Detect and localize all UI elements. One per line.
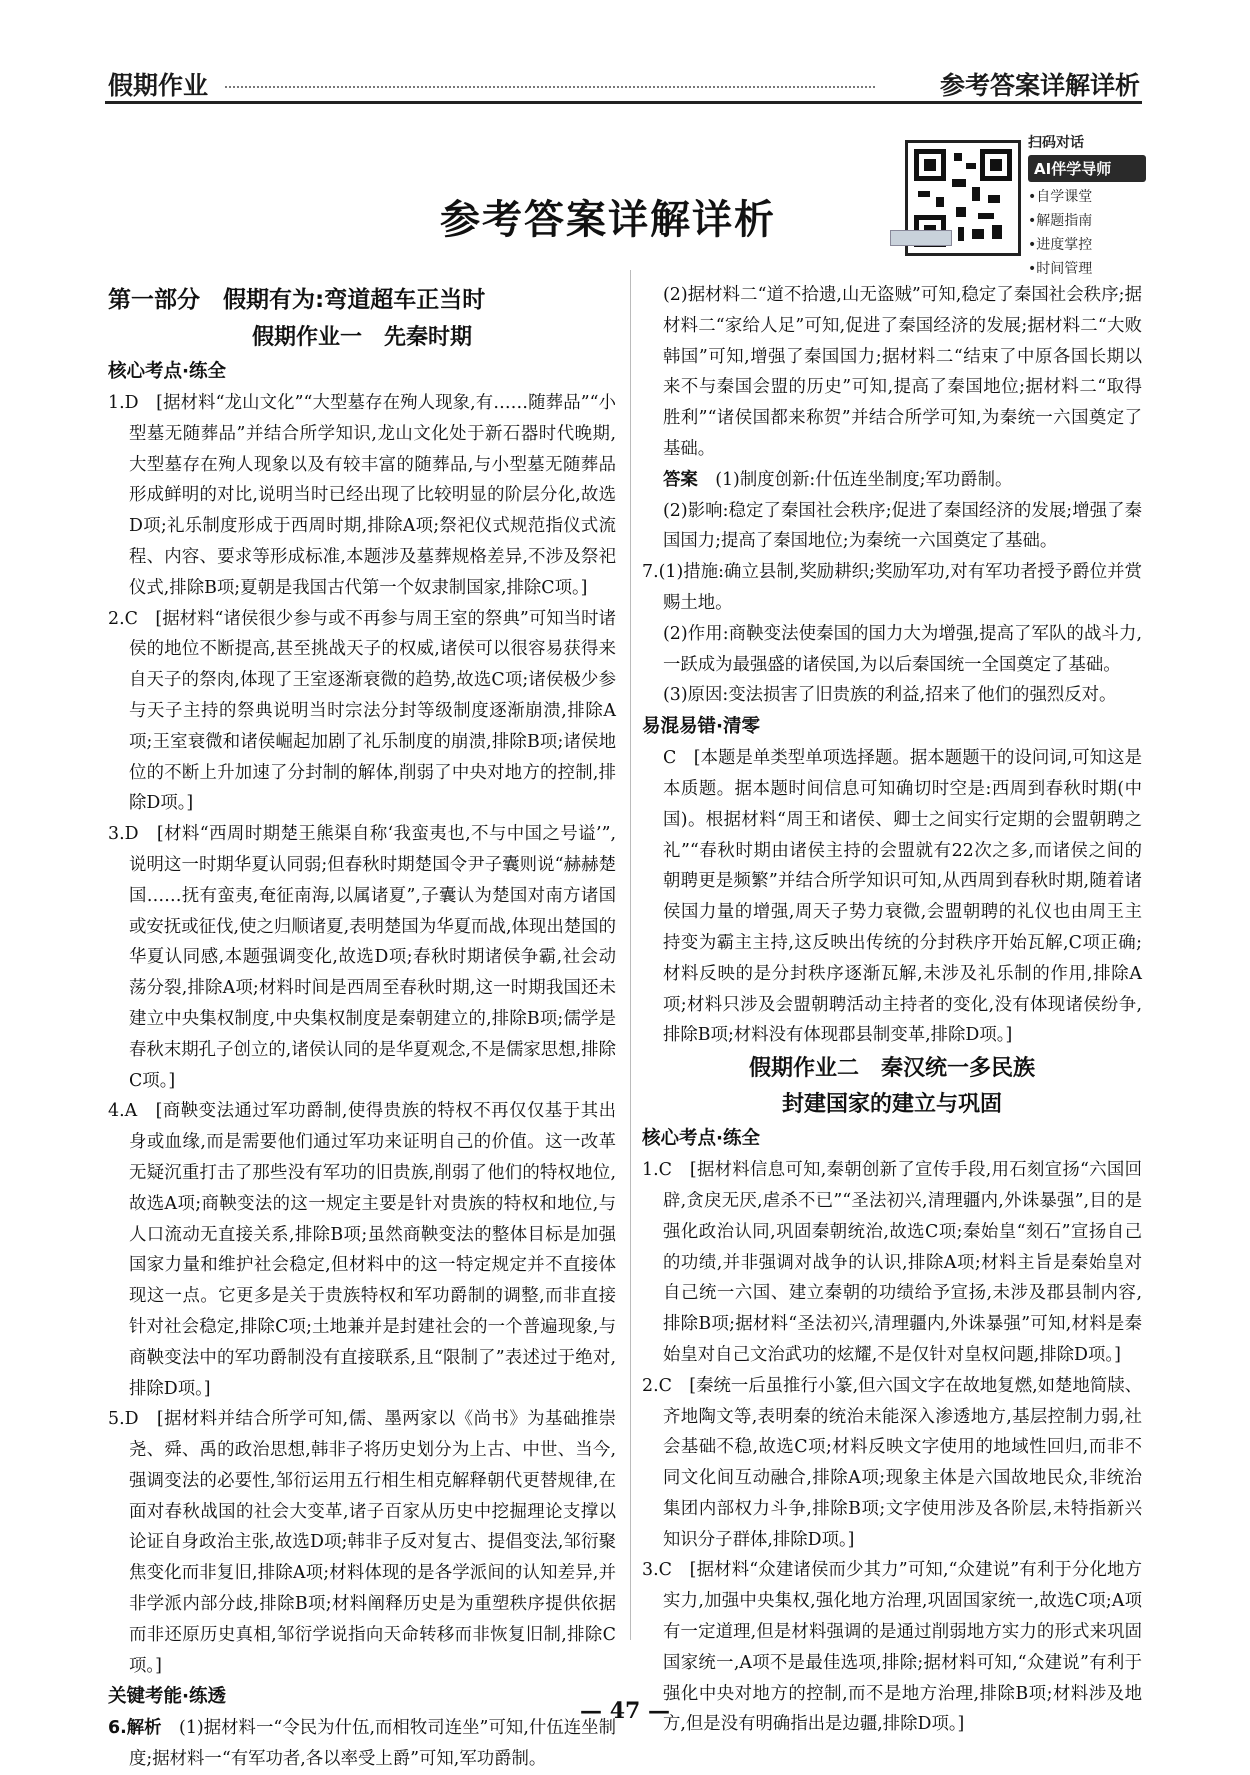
qr-module (972, 229, 984, 239)
books-icon (890, 230, 952, 246)
qr-finder-tl (914, 149, 946, 181)
answer-item: 1.C [据材料信息可知,秦朝创新了宣传手段,用石刻宣扬“六国回辟,贪戾无厌,虐杀不已”“圣法初兴,清理疆内,外诛暴强”,目的是强化政治认同,巩固秦朝统治,故选C项;秦始皇“刻石”宣扬自己的功绩,并非强调对战争的认识,排除A项;材料主旨是秦始皇对自己统一六国、建立秦朝的功绩给予宣扬,未涉及郡县制内容,排除B项;据材料“圣法初兴,清理疆内,外诛暴强”可知,材料是秦始皇对自己文治武功的炫耀,不是仅针对皇权问题,排除D项。] (642, 1160, 1142, 1365)
qr-module (952, 179, 966, 187)
homework-title: 假期作业一 先秦时期 (251, 325, 472, 350)
ai-scan-label: 扫码对话 (1028, 135, 1084, 151)
answer-item (642, 465, 1142, 496)
left-column (108, 280, 616, 1775)
column-divider (630, 270, 631, 1640)
section-heading: 关键考能·练透 (108, 1686, 227, 1708)
qr-module (978, 213, 994, 219)
qr-module (958, 227, 964, 241)
qr-module (966, 163, 976, 169)
answer-text: (1)据材料一“令民为什伍,而相牧司连坐”可知,什伍连坐制度;据材料一“有军功者,各以率受上爵”可知,军功爵制。 (129, 1718, 616, 1770)
qr-module (992, 225, 1002, 239)
part-title: 第一部分 假期有为:弯道超车正当时 (108, 287, 486, 313)
section-heading: 核心考点·练全 (108, 361, 227, 382)
header-right-title: 参考答案详解详析 (939, 71, 1140, 100)
answer-item: 1.D [据材料“龙山文化”“大型墓存在殉人现象,有……随葬品”“小型墓无随葬品”并结合所学知识,龙山文化处于新石器时代晚期,大型墓存在殉人现象以及有较丰富的随葬品,与小型墓无随葬品形成鲜明的对比,说明当时已经出现了比较明显的阶层分化,故选D项;礼乐制度形成于西周时期,排除A项;祭祀仪式规范指仪式流程、内容、要求等形成标准,本题涉及墓葬规格差异,不涉及祭祀仪式,排除B项;夏朝是我国古代第一个奴隶制国家,排除C项。] (108, 393, 616, 598)
qr-module (988, 195, 1000, 203)
ai-tutor-panel (1028, 132, 1146, 278)
homework-title: 假期作业二 秦汉统一多民族 (748, 1056, 1035, 1082)
answer-item: 3.C [据材料“众建诸侯而少其力”可知,“众建说”有利于分化地方实力,加强中央集权,强化地方治理,巩固国家统一,故选C项;A项有一定道理,但是材料强调的是通过削弱地方实力的形式来巩固国家统一,A项不是最佳选项,排除;据材料可知,“众建说”有利于强化中央对地方的控制,而不是地方治理,排除B项;材料涉及地方,但是没有明确指出是边疆,排除D项。] (642, 1560, 1142, 1735)
header-dotted-line (225, 86, 875, 88)
ai-item: •解题指南 (1028, 213, 1093, 229)
answer-text: (2)影响:稳定了秦国社会秩序;促进了秦国经济的发展;增强了秦国国力;提高了秦国地位;为秦统一六国奠定了基础。 (663, 500, 1142, 552)
answer-item: 5.D [据材料并结合所学可知,儒、墨两家以《尚书》为基础推崇尧、舜、禹的政治思想,韩非子将历史划分为上古、中世、当今,强调变法的必要性,邹衍运用五行相生相克解释朝代更替规律,在面对春秋战国的社会大变革,诸子百家从历史中挖掘理论支撑以论证自身政治主张,故选D项;韩非子反对复古、提倡变法,邹衍聚焦变化而非复旧,排除A项;材料体现的是各学派间的认知差异,并非学派内部分歧,排除B项;材料阐释历史是为重塑秩序提供依据而非还原历史真相,邹衍学说指向天命转移而非恢复旧制,排除C项。] (108, 1409, 616, 1676)
header-rule (105, 101, 1142, 104)
ai-item: •时间管理 (1028, 261, 1093, 277)
answer-item: C [本题是单类型单项选择题。据本题题干的设问词,可知这是本质题。据本题时间信息可知确切时空是:西周到春秋时期(中国)。根据材料“周王和诸侯、卿士之间实行定期的会盟朝聘之礼”“春秋时期由诸侯主持的会盟就有22次之多,而诸侯之间的朝聘更是频繁”并结合所学知识可知,从西周到春秋时期,随着诸侯国力量的增强,周天子势力衰微,会盟朝聘的礼仪也由周王主持变为霸主主持,这反映出传统的分封秩序开始瓦解,C项正确;材料反映的是分封秩序逐渐瓦解,未涉及礼乐制的作用,排除A项;材料只涉及会盟朝聘活动主持者的变化,没有体现诸侯纷争,排除B项;材料没有体现郡县制变革,排除D项。] (663, 748, 1142, 1046)
ai-item: •进度掌控 (1028, 237, 1093, 253)
answer-item: 3.D [材料“西周时期楚王熊渠自称‘我蛮夷也,不与中国之号谥’”,说明这一时期华夏认同弱;但春秋时期楚国令尹子囊则说“赫赫楚国……抚有蛮夷,奄征南海,以属诸夏”,子囊认为楚国对南方诸国或安抚或征伐,使之归顺诸夏,表明楚国为华夏而战,体现出楚国的华夏认同感,本题强调变化,故选D项;春秋时期诸侯争霸,社会动荡分裂,排除A项;材料时间是西周至春秋时期,这一时期我国还未建立中央集权制度,中央集权制度是秦朝建立的,排除B项;儒学是春秋末期孔子创立的,诸侯认同的是华夏观念,不是儒家思想,排除C项。] (108, 824, 616, 1091)
qr-finder-tr (980, 149, 1012, 181)
answer-item: 4.A [商鞅变法通过军功爵制,使得贵族的特权不再仅仅基于其出身或血缘,而是需要他们通过军功来证明自己的价值。这一改革无疑沉重打击了那些没有军功的旧贵族,削弱了他们的特权地位,故选A项;商鞅变法的这一规定主要是针对贵族的特权和地位,与人口流动无直接关系,排除B项;虽然商鞅变法的整体目标是加强国家力量和维护社会稳定,但材料中的这一特定规定并不直接体现这一点。它更多是关于贵族特权和军功爵制的调整,而非直接针对社会稳定,排除C项;土地兼并是封建社会的一个普遍现象,与商鞅变法中的军功爵制没有直接联系,且“限制了”表述过于绝对,排除D项。] (108, 1101, 616, 1399)
analysis-label: 6.解析 (108, 1718, 162, 1739)
homework-title: 封建国家的建立与巩固 (781, 1092, 1002, 1118)
page-number: — 47 — (580, 1698, 670, 1724)
answer-item: 2.C [秦统一后虽推行小篆,但六国文字在故地复燃,如楚地简牍、齐地陶文等,表明秦的统治未能深入渗透地方,基层控制力弱,社会基础不稳,故选C项;材料反映文字使用的地域性回归,而非不同文化间互动融合,排除A项;现象主体是六国故地民众,非统治集团内部权力斗争,排除B项;文字使用涉及各阶层,未特指新兴知识分子群体,排除D项。] (642, 1375, 1142, 1550)
answer-item: 2.C [据材料“诸侯很少参与或不再参与周王室的祭典”可知当时诸侯的地位不断提高,甚至挑战天子的权威,诸侯可以很容易获得来自天子的祭肉,体现了王室逐渐衰微的趋势,故选C项;诸侯极少参与天子主持的祭典说明当时宗法分封等级制度逐渐崩溃,排除A项;王室衰微和诸侯崛起加剧了礼乐制度的崩溃,排除B项;诸侯地位的不断上升加速了分封制的解体,削弱了中央对地方的控制,排除D项。] (108, 608, 616, 814)
qr-module (956, 207, 966, 217)
answer-text: (3)原因:变法损害了旧贵族的利益,招来了他们的强烈反对。 (663, 685, 1117, 706)
answer-label: 答案 (663, 469, 698, 490)
answer-item: 7.(1)措施:确立县制,奖励耕织;奖励军功,对有军功者授予爵位并赏赐土地。 (642, 562, 1142, 613)
answer-text: (2)作用:商鞅变法使秦国的国力大为增强,提高了军队的战斗力,一跃成为最强盛的诸侯国,为以后秦国统一全国奠定了基础。 (663, 623, 1142, 675)
page-title: 参考答案详解详析 (440, 197, 776, 243)
answer-text: (2)据材料二“道不拾遗,山无盗贼”可知,稳定了秦国社会秩序;据材料二“家给人足”可知,促进了秦国经济的发展;据材料二“大败韩国”可知,增强了秦国国力;据材料二“结束了中原各国长期以来不与秦国会盟的历史”可知,提高了秦国地位;据材料二“取得胜利”“诸侯国都来称贺”并结合所学可知,为秦统一六国奠定了基础。 (663, 285, 1142, 459)
ai-item: •自学课堂 (1028, 189, 1093, 205)
section-heading: 易混易错·清零 (642, 716, 761, 738)
qr-module (954, 153, 962, 161)
qr-module (972, 187, 980, 201)
answer-text: (1)制度创新:什伍连坐制度;军功爵制。 (715, 469, 1013, 490)
header-left-title: 假期作业 (108, 71, 209, 100)
ai-tutor-badge: AI伴学导师 (1028, 155, 1146, 182)
qr-module (936, 197, 944, 207)
right-column (642, 280, 1142, 1740)
section-heading: 核心考点·练全 (642, 1128, 761, 1150)
qr-module (918, 191, 930, 197)
